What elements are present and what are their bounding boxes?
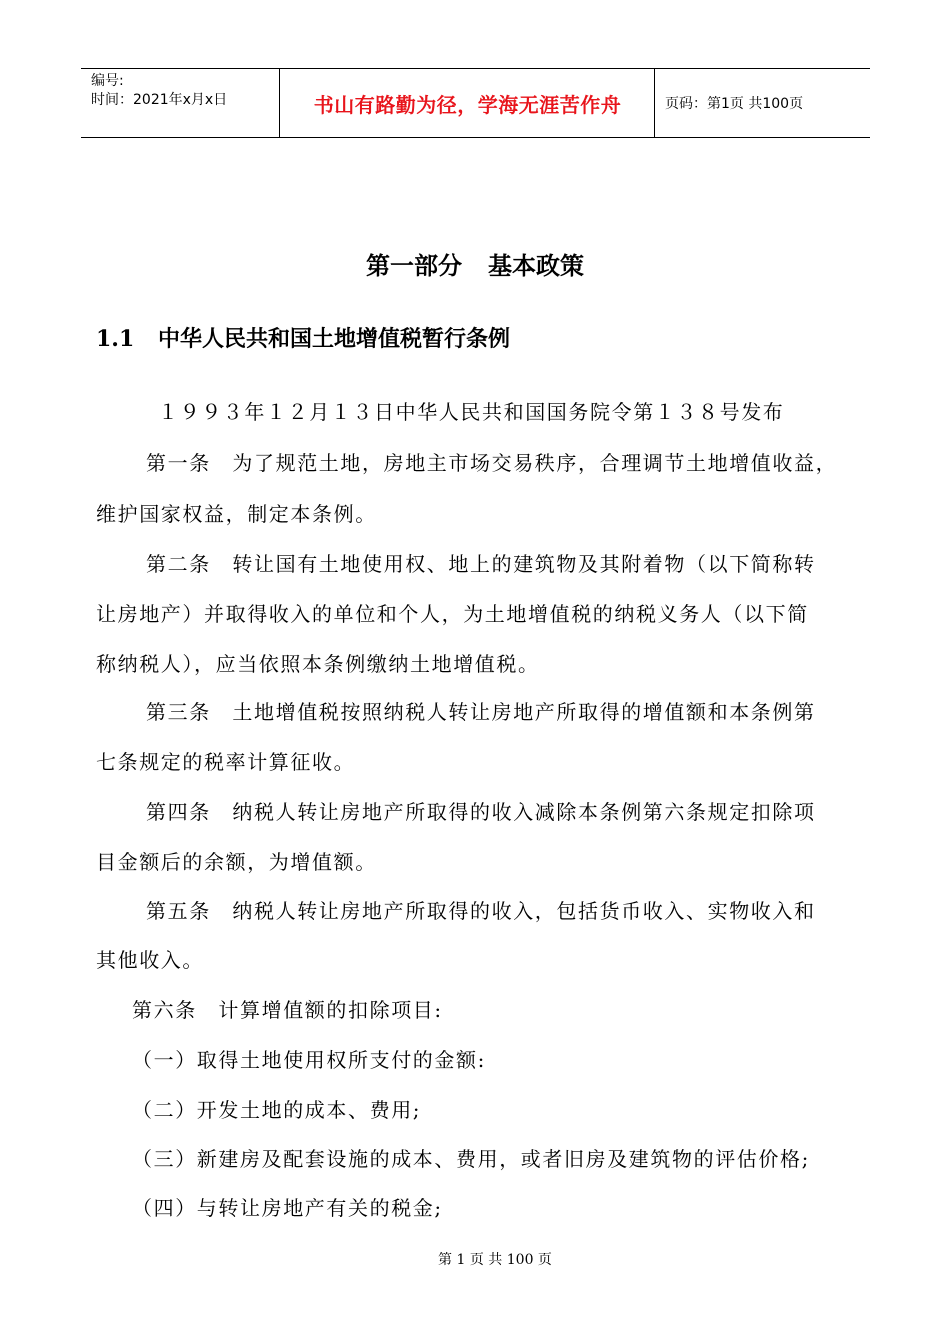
article-1-line-1: 第一条 为了规范土地，房地主市场交易秩序，合理调节土地增值收益， [146, 451, 838, 475]
article-2-line-1: 第二条 转让国有土地使用权、地上的建筑物及其附着物（以下简称转 [146, 552, 816, 576]
article-4-line-1: 第四条 纳税人转让房地产所取得的收入减除本条例第六条规定扣除项 [146, 800, 816, 824]
section-title [96, 322, 510, 353]
header-page-info [655, 69, 870, 137]
part-title-left: 第一部分 [366, 252, 462, 280]
article-3-line-2: 七条规定的税率计算征收。 [96, 750, 356, 774]
item-4-line: （四）与转让房地产有关的税金; [132, 1196, 443, 1220]
article-4-line-2: 目金额后的余额，为增值额。 [96, 850, 377, 874]
section-title-text: 中华人民共和国土地增值税暂行条例 [158, 327, 511, 352]
part-title [0, 246, 950, 281]
article-6-line: 第六条 计算增值额的扣除项目: [132, 998, 443, 1022]
article-5-line-2: 其他收入。 [96, 948, 204, 972]
page-header [81, 68, 870, 138]
article-1-line-2: 维护国家权益，制定本条例。 [96, 502, 377, 526]
header-meta [81, 69, 280, 137]
section-number: 1.1 [96, 326, 135, 352]
motto-text: 书山有路勤为径，学海无涯苦作舟 [313, 92, 622, 117]
number-label: 编号: [91, 73, 124, 89]
item-3-line: （三）新建房及配套设施的成本、费用，或者旧房及建筑物的评估价格; [132, 1147, 810, 1171]
page-footer: 第 1 页 共 100 页 [438, 1252, 552, 1268]
part-title-right: 基本政策 [488, 252, 584, 280]
issued-line: １９９３年１２月１３日中华人民共和国国务院令第１３８号发布 [158, 400, 785, 424]
page-info-text: 页码：第1页 共100页 [665, 96, 804, 112]
item-2-line: （二）开发土地的成本、费用; [132, 1098, 422, 1122]
header-motto-cell [281, 69, 655, 137]
article-5-line-1: 第五条 纳税人转让房地产所取得的收入，包括货币收入、实物收入和 [146, 899, 816, 923]
article-2-line-3: 称纳税人），应当依照本条例缴纳土地增值税。 [96, 652, 540, 676]
item-1-line: （一）取得土地使用权所支付的金额: [132, 1048, 486, 1072]
date-label: 时间：2021年x月x日 [91, 92, 228, 108]
article-3-line-1: 第三条 土地增值税按照纳税人转让房地产所取得的增值额和本条例第 [146, 700, 816, 724]
article-2-line-2: 让房地产）并取得收入的单位和个人，为土地增值税的纳税义务人（以下简 [96, 602, 809, 626]
